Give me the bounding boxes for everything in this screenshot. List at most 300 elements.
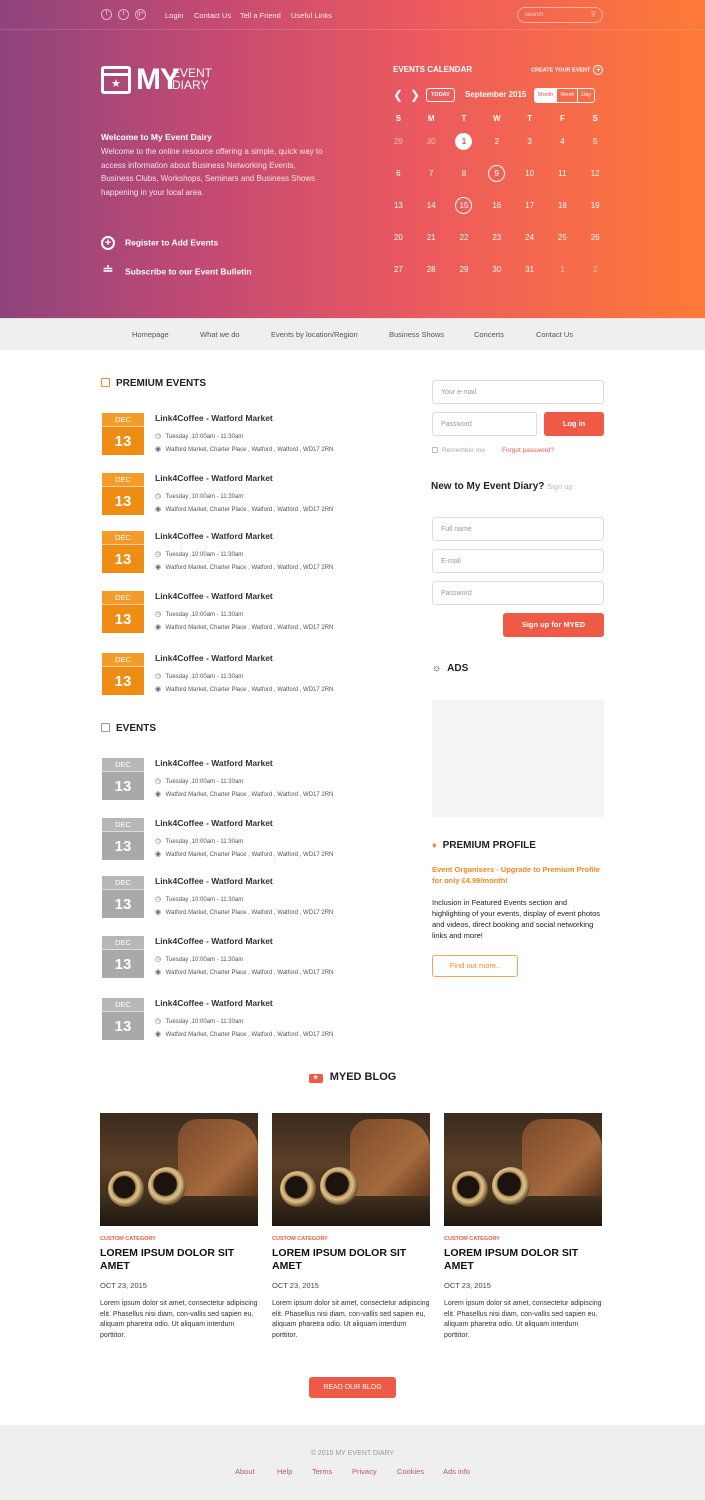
binocular-lens — [492, 1167, 530, 1205]
logo-event: EVENT — [172, 66, 213, 80]
calendar-title: EVENTS CALENDAR — [393, 65, 473, 74]
plus-circle-icon: + — [101, 236, 115, 250]
event-date-badge — [102, 758, 144, 800]
calendar-day[interactable] — [415, 201, 448, 210]
calendar-day-number: 11 — [558, 168, 567, 178]
signup-heading-text: New to My Event Diary? — [431, 481, 545, 492]
welcome-title: Welcome to My Event Dairy — [101, 132, 212, 142]
weekday-label: W — [493, 113, 501, 123]
subscribe-bulletin-link[interactable] — [101, 262, 252, 279]
calendar-day[interactable] — [546, 201, 579, 210]
rss-icon: ≐ — [102, 262, 114, 277]
event-location — [155, 850, 333, 858]
event-item[interactable] — [101, 876, 401, 920]
today-button[interactable]: TODAY — [426, 88, 455, 102]
login-button[interactable]: Log in — [544, 412, 604, 436]
login-password-input[interactable]: Password — [432, 412, 537, 436]
calendar-view-switch — [534, 88, 595, 103]
premium-profile-heading — [432, 840, 536, 851]
hero-banner — [0, 0, 705, 318]
signup-button[interactable]: Sign up for MYED — [503, 613, 604, 637]
location-pin-icon: ◉ — [155, 624, 162, 631]
event-day: 13 — [102, 771, 144, 800]
calendar-day[interactable] — [382, 169, 415, 178]
weekday-label: M — [427, 113, 435, 123]
calendar-day[interactable] — [579, 233, 612, 242]
view-day-button[interactable]: Day — [577, 89, 594, 102]
blog-post-date: OCT 23, 2015 — [444, 1281, 491, 1290]
calendar-day[interactable] — [480, 265, 513, 274]
calendar-day[interactable] — [579, 169, 612, 178]
twitter-icon[interactable]: t — [118, 9, 129, 20]
calendar-day-number: 22 — [459, 232, 469, 242]
event-date-badge — [102, 413, 144, 455]
login-link[interactable]: Login — [165, 11, 184, 20]
calendar-day[interactable] — [382, 137, 415, 146]
calendar-day-number: 24 — [525, 232, 535, 242]
calendar-day-number: 4 — [560, 136, 565, 146]
event-time-text: Tuesday ,10:00am - 11:30am — [165, 957, 244, 963]
blog-post-card[interactable] — [100, 1113, 258, 1341]
event-location-text: Watford Market, Charter Place , Watford , Watford , WD17 2RN — [165, 970, 334, 976]
calendar-day-number: 23 — [492, 232, 502, 242]
event-month: DEC — [102, 591, 144, 604]
event-title[interactable]: Link4Coffee - Watford Market — [155, 591, 273, 601]
event-location-text: Watford Market, Charter Place , Watford , Watford , WD17 2RN — [165, 625, 334, 631]
calendar-icon — [101, 378, 110, 387]
calendar-week — [382, 221, 612, 253]
location-pin-icon: ◉ — [155, 969, 162, 976]
event-day: 13 — [102, 486, 144, 515]
event-item[interactable] — [101, 591, 401, 635]
event-date-badge — [102, 531, 144, 573]
event-title[interactable]: Link4Coffee - Watford Market — [155, 876, 273, 886]
calendar-day[interactable] — [546, 265, 579, 274]
clock-icon: ◷ — [155, 493, 162, 500]
premium-events-heading — [101, 378, 206, 389]
calendar-week — [382, 253, 612, 285]
event-month: DEC — [102, 998, 144, 1011]
event-time — [155, 955, 243, 963]
event-day: 13 — [102, 544, 144, 573]
event-time — [155, 550, 243, 558]
blog-post-date: OCT 23, 2015 — [272, 1281, 319, 1290]
blog-post-excerpt: Lorem ipsum dolor sit amet, consectetur adipiscing elit. Phasellus nisi diam, con-vallis sed sapien eu, aliquam pharetra odio. Ut aliquam interdum porttitor. — [272, 1300, 430, 1339]
event-title[interactable]: Link4Coffee - Watford Market — [155, 818, 273, 828]
calendar-day-number: 1 — [455, 133, 472, 150]
event-date-badge — [102, 473, 144, 515]
register-label: Register to Add Events — [125, 237, 219, 248]
weekday-label: S — [592, 113, 598, 123]
event-date-badge — [102, 876, 144, 918]
blog-post-category[interactable]: CUSTOM CATEGORY — [100, 1236, 156, 1242]
calendar-day[interactable] — [448, 265, 481, 274]
prev-month-icon[interactable]: ❮ — [393, 88, 404, 102]
calendar-day-number: 26 — [590, 232, 600, 242]
calendar-day[interactable] — [546, 233, 579, 242]
clock-icon: ◷ — [155, 838, 162, 845]
event-item[interactable] — [101, 531, 401, 575]
signup-heading — [431, 481, 573, 492]
calendar-day[interactable] — [448, 169, 481, 178]
calendar-day[interactable] — [579, 137, 612, 146]
event-location-text: Watford Market, Charter Place , Watford , Watford , WD17 2RN — [165, 792, 334, 798]
calendar-day-number: 7 — [428, 168, 434, 178]
event-item[interactable] — [101, 413, 401, 457]
event-time — [155, 610, 243, 618]
calendar-day[interactable] — [415, 169, 448, 178]
bag-shape — [350, 1119, 430, 1205]
event-time-text: Tuesday ,10:00am - 11:30am — [165, 612, 244, 618]
calendar-day-number: 20 — [393, 232, 403, 242]
calendar-day-number: 19 — [590, 200, 600, 210]
event-location-text: Watford Market, Charter Place , Watford , Watford , WD17 2RN — [165, 507, 334, 513]
calendar-day-number: 25 — [557, 232, 567, 242]
blog-post-card[interactable] — [444, 1113, 602, 1341]
calendar-day-number: 30 — [426, 136, 436, 146]
clock-icon: ◷ — [155, 551, 162, 558]
event-date-badge — [102, 591, 144, 633]
calendar-day[interactable] — [448, 233, 481, 242]
blog-post-title[interactable]: LOREM IPSUM DOLOR SIT AMET — [100, 1247, 235, 1272]
event-location-text: Watford Market, Charter Place , Watford , Watford , WD17 2RN — [165, 565, 334, 571]
blog-heading — [0, 1071, 705, 1083]
view-month-button[interactable]: Month — [535, 89, 556, 102]
event-item[interactable] — [101, 998, 401, 1042]
nav-contact-us[interactable]: Contact Us — [536, 330, 574, 339]
event-location — [155, 908, 333, 916]
event-month: DEC — [102, 876, 144, 889]
location-pin-icon: ◉ — [155, 564, 162, 571]
google-plus-icon[interactable]: g+ — [135, 9, 146, 20]
event-time-text: Tuesday ,10:00am - 11:30am — [165, 897, 244, 903]
sun-icon: ☼ — [432, 663, 442, 674]
event-title[interactable]: Link4Coffee - Watford Market — [155, 413, 273, 423]
forgot-password-link[interactable]: Forgot password? — [502, 447, 555, 454]
blog-post-category[interactable]: CUSTOM CATEGORY — [444, 1236, 500, 1242]
welcome-text: Welcome to the online resource offering a simple, quick way to access information about Business Networking Events, Business Clubs, Workshops, Seminars and Business Shows happening in your local area. — [101, 147, 323, 197]
event-month: DEC — [102, 473, 144, 486]
calendar-day-number: 27 — [393, 264, 403, 274]
event-time-text: Tuesday ,10:00am - 11:30am — [165, 552, 244, 558]
calendar-day[interactable] — [415, 137, 448, 146]
clock-icon: ◷ — [155, 1018, 162, 1025]
premium-profile-highlight: Event Organisers - Upgrade to Premium Profile for only £4.99/month! — [432, 865, 600, 885]
calendar-day-number: 21 — [426, 232, 436, 242]
calendar-day-number: 28 — [426, 264, 436, 274]
premium-events-title: PREMIUM EVENTS — [116, 378, 207, 389]
calendar-day-number: 15 — [455, 197, 472, 214]
weekday-label: T — [527, 113, 533, 123]
calendar-day-number: 10 — [525, 168, 535, 178]
calendar-day-number: 13 — [393, 200, 403, 210]
plus-icon: + — [593, 65, 603, 75]
clock-icon: ◷ — [155, 433, 162, 440]
event-date-badge — [102, 818, 144, 860]
event-date-badge — [102, 998, 144, 1040]
event-location — [155, 563, 333, 571]
calendar-day-number: 2 — [592, 264, 598, 274]
top-bar — [0, 0, 705, 30]
footer — [0, 1425, 705, 1500]
clock-icon: ◷ — [155, 956, 162, 963]
calendar-day-number: 29 — [459, 264, 469, 274]
calendar-day[interactable] — [415, 265, 448, 274]
location-pin-icon: ◉ — [155, 446, 162, 453]
event-location — [155, 623, 333, 631]
location-pin-icon: ◉ — [155, 851, 162, 858]
calendar-grid — [382, 111, 612, 285]
calendar-day[interactable] — [480, 201, 513, 210]
location-pin-icon: ◉ — [155, 506, 162, 513]
blog-post-title[interactable]: LOREM IPSUM DOLOR SIT AMET — [444, 1247, 579, 1272]
location-pin-icon: ◉ — [155, 909, 162, 916]
blog-post-image[interactable] — [272, 1113, 430, 1226]
event-time-text: Tuesday ,10:00am - 11:30am — [165, 1019, 244, 1025]
blog-post-image[interactable] — [100, 1113, 258, 1226]
calendar-week — [382, 157, 612, 189]
useful-links-link[interactable]: Useful Links — [291, 11, 332, 20]
logo-diary: DIARY — [172, 78, 209, 92]
event-location — [155, 1030, 333, 1038]
calendar-day[interactable] — [546, 169, 579, 178]
binocular-lens — [280, 1171, 316, 1207]
calendar-week — [382, 125, 612, 157]
event-time-text: Tuesday ,10:00am - 11:30am — [165, 674, 244, 680]
diamond-icon: ♦ — [432, 840, 437, 850]
event-day: 13 — [102, 426, 144, 455]
event-date-badge — [102, 936, 144, 978]
event-month: DEC — [102, 936, 144, 949]
ads-placeholder[interactable] — [432, 700, 604, 817]
calendar-day[interactable] — [579, 265, 612, 274]
binocular-lens — [148, 1167, 186, 1205]
event-day: 13 — [102, 666, 144, 695]
checkbox-icon[interactable] — [432, 447, 438, 453]
event-title[interactable]: Link4Coffee - Watford Market — [155, 758, 273, 768]
event-time-text: Tuesday ,10:00am - 11:30am — [165, 779, 244, 785]
signup-email-input[interactable]: E-mail — [432, 549, 604, 573]
find-out-more-button[interactable]: Find out more.. — [432, 955, 518, 977]
event-time — [155, 1017, 243, 1025]
event-item[interactable] — [101, 936, 401, 980]
calendar-day-number: 8 — [461, 168, 467, 178]
calendar-day-number: 31 — [525, 264, 535, 274]
create-event-label: CREATE YOUR EVENT — [531, 67, 591, 74]
register-events-link[interactable] — [101, 236, 218, 250]
event-time — [155, 672, 243, 680]
next-month-icon[interactable]: ❯ — [410, 88, 421, 102]
calendar-day-number: 16 — [492, 200, 502, 210]
remember-me-checkbox[interactable] — [432, 447, 485, 454]
event-location-text: Watford Market, Charter Place , Watford , Watford , WD17 2RN — [165, 447, 334, 453]
calendar-day[interactable] — [448, 197, 481, 214]
event-location — [155, 790, 333, 798]
calendar-day-number: 30 — [492, 264, 502, 274]
calendar-day[interactable] — [513, 169, 546, 178]
calendar-day-number: 2 — [494, 136, 500, 146]
facebook-icon[interactable]: f — [101, 9, 112, 20]
create-event-button[interactable] — [531, 65, 603, 75]
calendar-day-number: 3 — [527, 136, 532, 146]
calendar-day[interactable] — [382, 265, 415, 274]
calendar-day[interactable] — [513, 265, 546, 274]
calendar-day[interactable] — [513, 137, 546, 146]
events-title: EVENTS — [116, 723, 157, 734]
event-location-text: Watford Market, Charter Place , Watford , Watford , WD17 2RN — [165, 910, 334, 916]
blog-post-image[interactable] — [444, 1113, 602, 1226]
footer-about-link[interactable]: About — [235, 1467, 255, 1476]
remember-me-label: Remember me — [442, 447, 485, 454]
event-time — [155, 492, 243, 500]
event-day: 13 — [102, 889, 144, 918]
weekday-label: T — [461, 113, 467, 123]
bag-shape — [178, 1119, 258, 1205]
calendar-day[interactable] — [382, 201, 415, 210]
event-day: 13 — [102, 1011, 144, 1040]
event-time — [155, 777, 243, 785]
calendar-day-number: 12 — [590, 168, 600, 178]
event-title[interactable]: Link4Coffee - Watford Market — [155, 936, 273, 946]
blog-post-date: OCT 23, 2015 — [100, 1281, 147, 1290]
clock-icon: ◷ — [155, 673, 162, 680]
calendar-day-number: 18 — [557, 200, 567, 210]
signup-subheading: Sign up — [547, 482, 573, 491]
binocular-lens — [320, 1167, 358, 1205]
event-item[interactable] — [101, 473, 401, 517]
weekday-label: S — [395, 113, 402, 123]
calendar-day[interactable] — [513, 233, 546, 242]
blog-post-excerpt: Lorem ipsum dolor sit amet, consectetur adipiscing elit. Phasellus nisi diam, con-vallis sed sapien eu, aliquam pharetra odio. Ut aliquam interdum porttitor. — [444, 1300, 602, 1339]
calendar-day[interactable] — [513, 201, 546, 210]
calendar-day[interactable] — [579, 201, 612, 210]
blog-post-title[interactable]: LOREM IPSUM DOLOR SIT AMET — [272, 1247, 407, 1272]
event-title[interactable]: Link4Coffee - Watford Market — [155, 473, 273, 483]
event-time — [155, 432, 243, 440]
event-month: DEC — [102, 818, 144, 831]
events-heading — [101, 723, 156, 734]
event-day: 13 — [102, 831, 144, 860]
location-pin-icon: ◉ — [155, 1031, 162, 1038]
event-location — [155, 505, 333, 513]
read-blog-button[interactable]: READ OUR BLOG — [309, 1377, 396, 1398]
calendar-day[interactable] — [546, 137, 579, 146]
event-title[interactable]: Link4Coffee - Watford Market — [155, 531, 273, 541]
ticket-icon: ★ — [309, 1074, 323, 1083]
search-icon[interactable]: ⚲ — [590, 11, 596, 18]
subscribe-label: Subscribe to our Event Bulletin — [125, 266, 252, 277]
event-title[interactable]: Link4Coffee - Watford Market — [155, 653, 273, 663]
contact-us-link[interactable]: Contact Us — [194, 11, 232, 20]
fullname-input[interactable]: Full name — [432, 517, 604, 541]
event-month: DEC — [102, 531, 144, 544]
event-month: DEC — [102, 758, 144, 771]
location-pin-icon: ◉ — [155, 686, 162, 693]
ads-heading — [432, 663, 468, 674]
footer-cookies-link[interactable]: Cookies — [397, 1467, 425, 1476]
event-time-text: Tuesday ,10:00am - 11:30am — [165, 434, 244, 440]
nav-what-we-do[interactable]: What we do — [200, 330, 240, 339]
nav-concerts[interactable]: Concerts — [474, 330, 505, 339]
premium-profile-text: Inclusion in Featured Events section and highlighting of your events, display of event photos and videos, direct booking and social networking links and more! — [432, 898, 601, 940]
event-location — [155, 445, 333, 453]
weekday-label: F — [559, 113, 565, 123]
blog-post-excerpt: Lorem ipsum dolor sit amet, consectetur adipiscing elit. Phasellus nisi diam, con-vallis sed sapien eu, aliquam pharetra odio. Ut aliquam interdum porttitor. — [100, 1300, 258, 1339]
footer-ads-info-link[interactable]: Ads info — [443, 1467, 471, 1476]
calendar-day[interactable] — [382, 233, 415, 242]
event-time-text: Tuesday ,10:00am - 11:30am — [165, 494, 244, 500]
calendar-day[interactable] — [448, 133, 481, 150]
event-day: 13 — [102, 604, 144, 633]
clock-icon: ◷ — [155, 778, 162, 785]
tell-a-friend-link[interactable]: Tell a Friend — [240, 11, 281, 20]
calendar-weekdays — [382, 111, 612, 125]
calendar-day-number: 1 — [560, 264, 565, 274]
nav-business-shows[interactable]: Business Shows — [389, 330, 445, 339]
blog-title: MYED BLOG — [329, 1071, 397, 1083]
event-time-text: Tuesday ,10:00am - 11:30am — [165, 839, 244, 845]
clock-icon: ◷ — [155, 611, 162, 618]
footer-terms-link[interactable]: Terms — [312, 1467, 333, 1476]
event-time — [155, 837, 243, 845]
event-time — [155, 895, 243, 903]
event-date-badge — [102, 653, 144, 695]
calendar-day-number: 6 — [396, 168, 401, 178]
calendar-day-number: 17 — [525, 200, 535, 210]
search-input[interactable] — [517, 7, 603, 23]
event-month: DEC — [102, 653, 144, 666]
event-location-text: Watford Market, Charter Place , Watford , Watford , WD17 2RN — [165, 852, 334, 858]
calendar-week — [382, 189, 612, 221]
copyright: © 2015 MY EVENT DIARY — [310, 1450, 395, 1457]
event-location-text: Watford Market, Charter Place , Watford , Watford , WD17 2RN — [165, 1032, 334, 1038]
event-location-text: Watford Market, Charter Place , Watford , Watford , WD17 2RN — [165, 687, 334, 693]
ads-title: ADS — [447, 663, 469, 674]
calendar-star-icon: ★ — [101, 66, 131, 94]
event-title[interactable]: Link4Coffee - Watford Market — [155, 998, 273, 1008]
login-email-input[interactable]: Your e-mail — [432, 380, 604, 404]
calendar-day-number: 14 — [426, 200, 436, 210]
binocular-lens — [108, 1171, 144, 1207]
calendar-day[interactable] — [480, 165, 513, 182]
blog-post-card[interactable] — [272, 1113, 430, 1341]
footer-help-link[interactable]: Help — [277, 1467, 293, 1476]
calendar-icon — [101, 723, 110, 732]
footer-privacy-link[interactable]: Privacy — [352, 1467, 377, 1476]
event-location — [155, 685, 333, 693]
event-item[interactable] — [101, 653, 401, 697]
event-day: 13 — [102, 949, 144, 978]
main-nav — [0, 318, 705, 350]
bag-shape — [522, 1119, 602, 1205]
signup-password-input[interactable]: Password — [432, 581, 604, 605]
event-month: DEC — [102, 413, 144, 426]
event-location — [155, 968, 333, 976]
nav-events-by-location[interactable]: Events by location/Region — [271, 330, 358, 339]
calendar-day[interactable] — [480, 137, 513, 146]
blog-post-category[interactable]: CUSTOM CATEGORY — [272, 1236, 328, 1242]
calendar-day[interactable] — [480, 233, 513, 242]
view-week-button[interactable]: Week — [556, 89, 577, 102]
binocular-lens — [452, 1171, 488, 1207]
event-item[interactable] — [101, 818, 401, 862]
event-item[interactable] — [101, 758, 401, 802]
calendar-day[interactable] — [415, 233, 448, 242]
nav-homepage[interactable]: Homepage — [132, 330, 169, 339]
search-placeholder: search — [525, 12, 544, 18]
calendar-day-number: 29 — [393, 136, 403, 146]
calendar-day-number: 9 — [488, 165, 505, 182]
